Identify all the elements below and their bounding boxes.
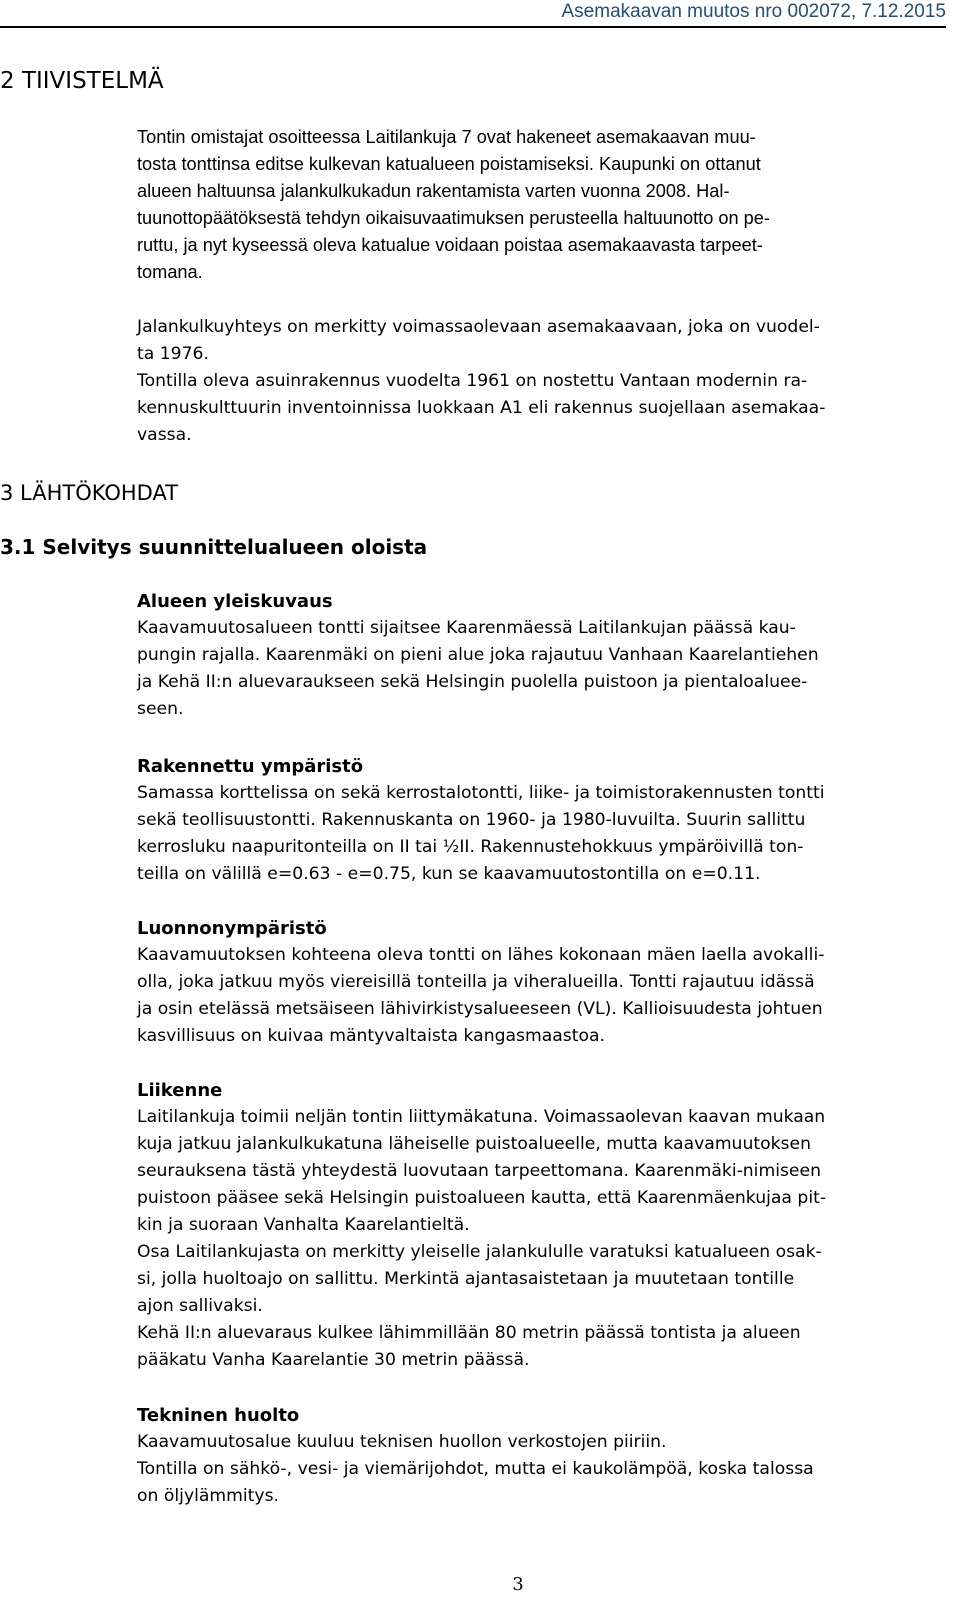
summary-paragraph-2: Jalankulkuyhteys on merkitty voimassaolevaan asemakaavaan, joka on vuodel- ta 1976. Tontilla oleva asuinrakennus vuodelta 1961 on nostettu Vantaan modernin ra- kennuskulttuurin inventoinnissa luokkaan A1 eli rakennus suojellaan asemakaa- vassa. — [137, 317, 826, 445]
section-3-heading: 3 LÄHTÖKOHDAT — [0, 481, 179, 505]
page-number: 3 — [512, 1574, 524, 1595]
natural-environment-block — [137, 915, 952, 1050]
block-text: Kaavamuutosalueen tontti sijaitsee Kaarenmäessä Laitilankujan päässä kau- pungin rajalla. Kaarenmäki on pieni alue joka rajautuu Vanhaan Kaarelantiehen ja Kehä II:n aluevaraukseen sekä Helsingin puolella puistoon ja pientaloaluee- seen. — [137, 618, 819, 719]
block-title: Tekninen huolto — [137, 1405, 300, 1426]
block-text: Kaavamuutoksen kohteena oleva tontti on lähes kokonaan mäen laella avokalli- olla, joka jatkuu myös viereisillä tonteilla ja viheralueilla. Tontti rajautuu idässä ja osin etelässä metsäiseen lähivirkistysalueeseen (VL). Kallioisuudesta johtuen kasvillisuus on kuivaa mäntyvaltaista kangasmaastoa. — [137, 945, 825, 1046]
block-title: Alueen yleiskuvaus — [137, 591, 333, 612]
summary-paragraph: Tontin omistajat osoitteessa Laitilankuja 7 ovat hakeneet asemakaavan muu- tosta tonttinsa editse kulkevan katualueen poistamiseksi. Kaupunki on ottanut alueen haltuunsa jalankulkukadun rakentamista varten vuonna 2008. Hal- tuunottopäätöksestä tehdyn oikaisuvaatimuksen perusteella haltuunotto on pe- ruttu, ja nyt kyseessä oleva katualue voidaan poistaa asemakaavasta tarpeet- tomana. — [137, 127, 770, 282]
subsection-3-1-heading: 3.1 Selvitys suunnittelualueen oloista — [0, 535, 428, 559]
general-description-block — [137, 588, 952, 723]
traffic-block — [137, 1077, 952, 1374]
summary-block — [137, 124, 952, 286]
block-title: Luonnonympäristö — [137, 918, 327, 939]
built-environment-block — [137, 753, 952, 888]
block-text: Laitilankuja toimii neljän tontin liittymäkatuna. Voimassaolevan kaavan mukaan kuja jatkuu jalankulkukatuna läheiselle puistoalueelle, mutta kaavamuutoksen seurauksena tästä yhteydestä luovutaan tarpeettomana. Kaarenmäki-nimiseen puistoon pääsee sekä Helsingin puistoalueen kautta, että Kaarenmäenkujaa pit- kin ja suoraan Vanhalta Kaarelantieltä. Osa Laitilankujasta on merkitty yleiselle jalankululle varatuksi katualueen osak- si, jolla huoltoajo on sallittu. Merkintä ajantasaistetaan ja muutetaan tontille ajon sallivaksi. Kehä II:n aluevaraus kulkee lähimmillään 80 metrin päässä tontista ja alueen pääkatu Vanha Kaarelantie 30 metrin päässä. — [137, 1107, 827, 1370]
document-header-title: Asemakaavan muutos nro 002072, 7.12.2015 — [561, 1, 946, 22]
header-divider — [0, 26, 946, 28]
block-text: Samassa korttelissa on sekä kerrostalotontti, liike- ja toimistorakennusten tontti sekä teollisuustontti. Rakennuskanta on 1960- ja 1980-luvuilta. Suurin sallittu kerrosluku naapuritonteilla on II tai ½II. Rakennustehokkuus ympäröivillä ton- teilla on välillä e=0.63 - e=0.75, kun se kaavamuutostontilla on e=0.11. — [137, 783, 825, 884]
section-2-heading: 2 TIIVISTELMÄ — [0, 68, 164, 94]
block-title: Rakennettu ympäristö — [137, 756, 364, 777]
technical-maintenance-block — [137, 1402, 952, 1510]
block-text: Kaavamuutosalue kuuluu teknisen huollon verkostojen piiriin. Tontilla on sähkö-, vesi- ja viemärijohdot, mutta ei kaukolämpöä, koska talossa on öljylämmitys. — [137, 1432, 814, 1506]
block-title: Liikenne — [137, 1080, 223, 1101]
summary-continuation-block — [137, 314, 952, 449]
